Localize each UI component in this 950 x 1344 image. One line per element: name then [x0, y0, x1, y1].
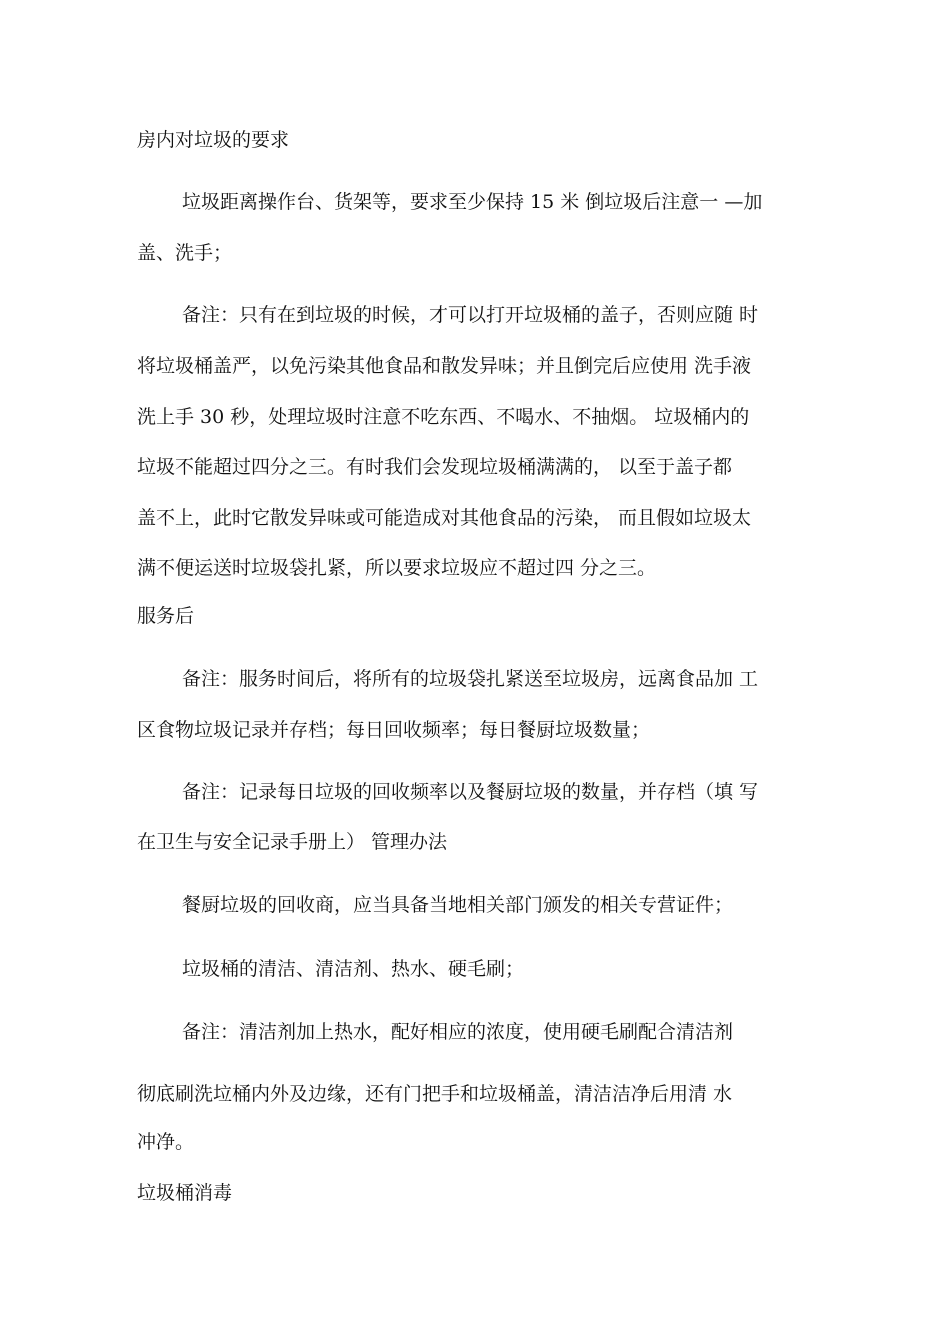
- heading-after-service: 服务后: [137, 605, 195, 627]
- note-line: 备注：清洁剂加上热水，配好相应的浓度，使用硬毛刷配合清洁剂: [182, 1021, 734, 1043]
- note-line: 区食物垃圾记录并存档；每日回收频率；每日餐厨垃圾数量；: [137, 719, 651, 741]
- note-line: 彻底刷洗垃桶内外及边缘，还有门把手和垃圾桶盖，清洁洁净后用清 水: [137, 1083, 733, 1105]
- paragraph-line: 盖、洗手；: [137, 242, 233, 264]
- note-line: 将垃圾桶盖严，以免污染其他食品和散发异味；并且倒完后应使用 洗手液: [137, 355, 752, 377]
- note-line: 垃圾不能超过四分之三。有时我们会发现垃圾桶满满的， 以至于盖子都: [137, 456, 733, 478]
- note-line: 备注：记录每日垃圾的回收频率以及餐厨垃圾的数量，并存档（填 写: [182, 781, 759, 803]
- note-line: 满不便运送时垃圾袋扎紧，所以要求垃圾应不超过四 分之三。: [137, 557, 657, 579]
- note-line: 备注：服务时间后，将所有的垃圾袋扎紧送至垃圾房，远离食品加 工: [182, 668, 759, 690]
- paragraph-line: 垃圾桶的清洁、清洁剂、热水、硬毛刷；: [182, 958, 525, 980]
- note-line: 洗上手 30 秒，处理垃圾时注意不吃东西、不喝水、不抽烟。 垃圾桶内的: [137, 406, 750, 428]
- note-line: 冲净。: [137, 1131, 195, 1153]
- heading-bin-disinfection: 垃圾桶消毒: [137, 1182, 233, 1204]
- paragraph-line: 垃圾距离操作台、货架等，要求至少保持 15 米 倒垃圾后注意一 —加: [182, 191, 763, 213]
- note-line: 盖不上，此时它散发异味或可能造成对其他食品的污染， 而且假如垃圾太: [137, 507, 752, 529]
- note-line: 备注：只有在到垃圾的时候，才可以打开垃圾桶的盖子，否则应随 时: [182, 304, 759, 326]
- note-line: 在卫生与安全记录手册上） 管理办法: [137, 831, 448, 853]
- heading-room-requirements: 房内对垃圾的要求: [137, 129, 290, 151]
- paragraph-line: 餐厨垃圾的回收商，应当具备当地相关部门颁发的相关专营证件；: [182, 894, 734, 916]
